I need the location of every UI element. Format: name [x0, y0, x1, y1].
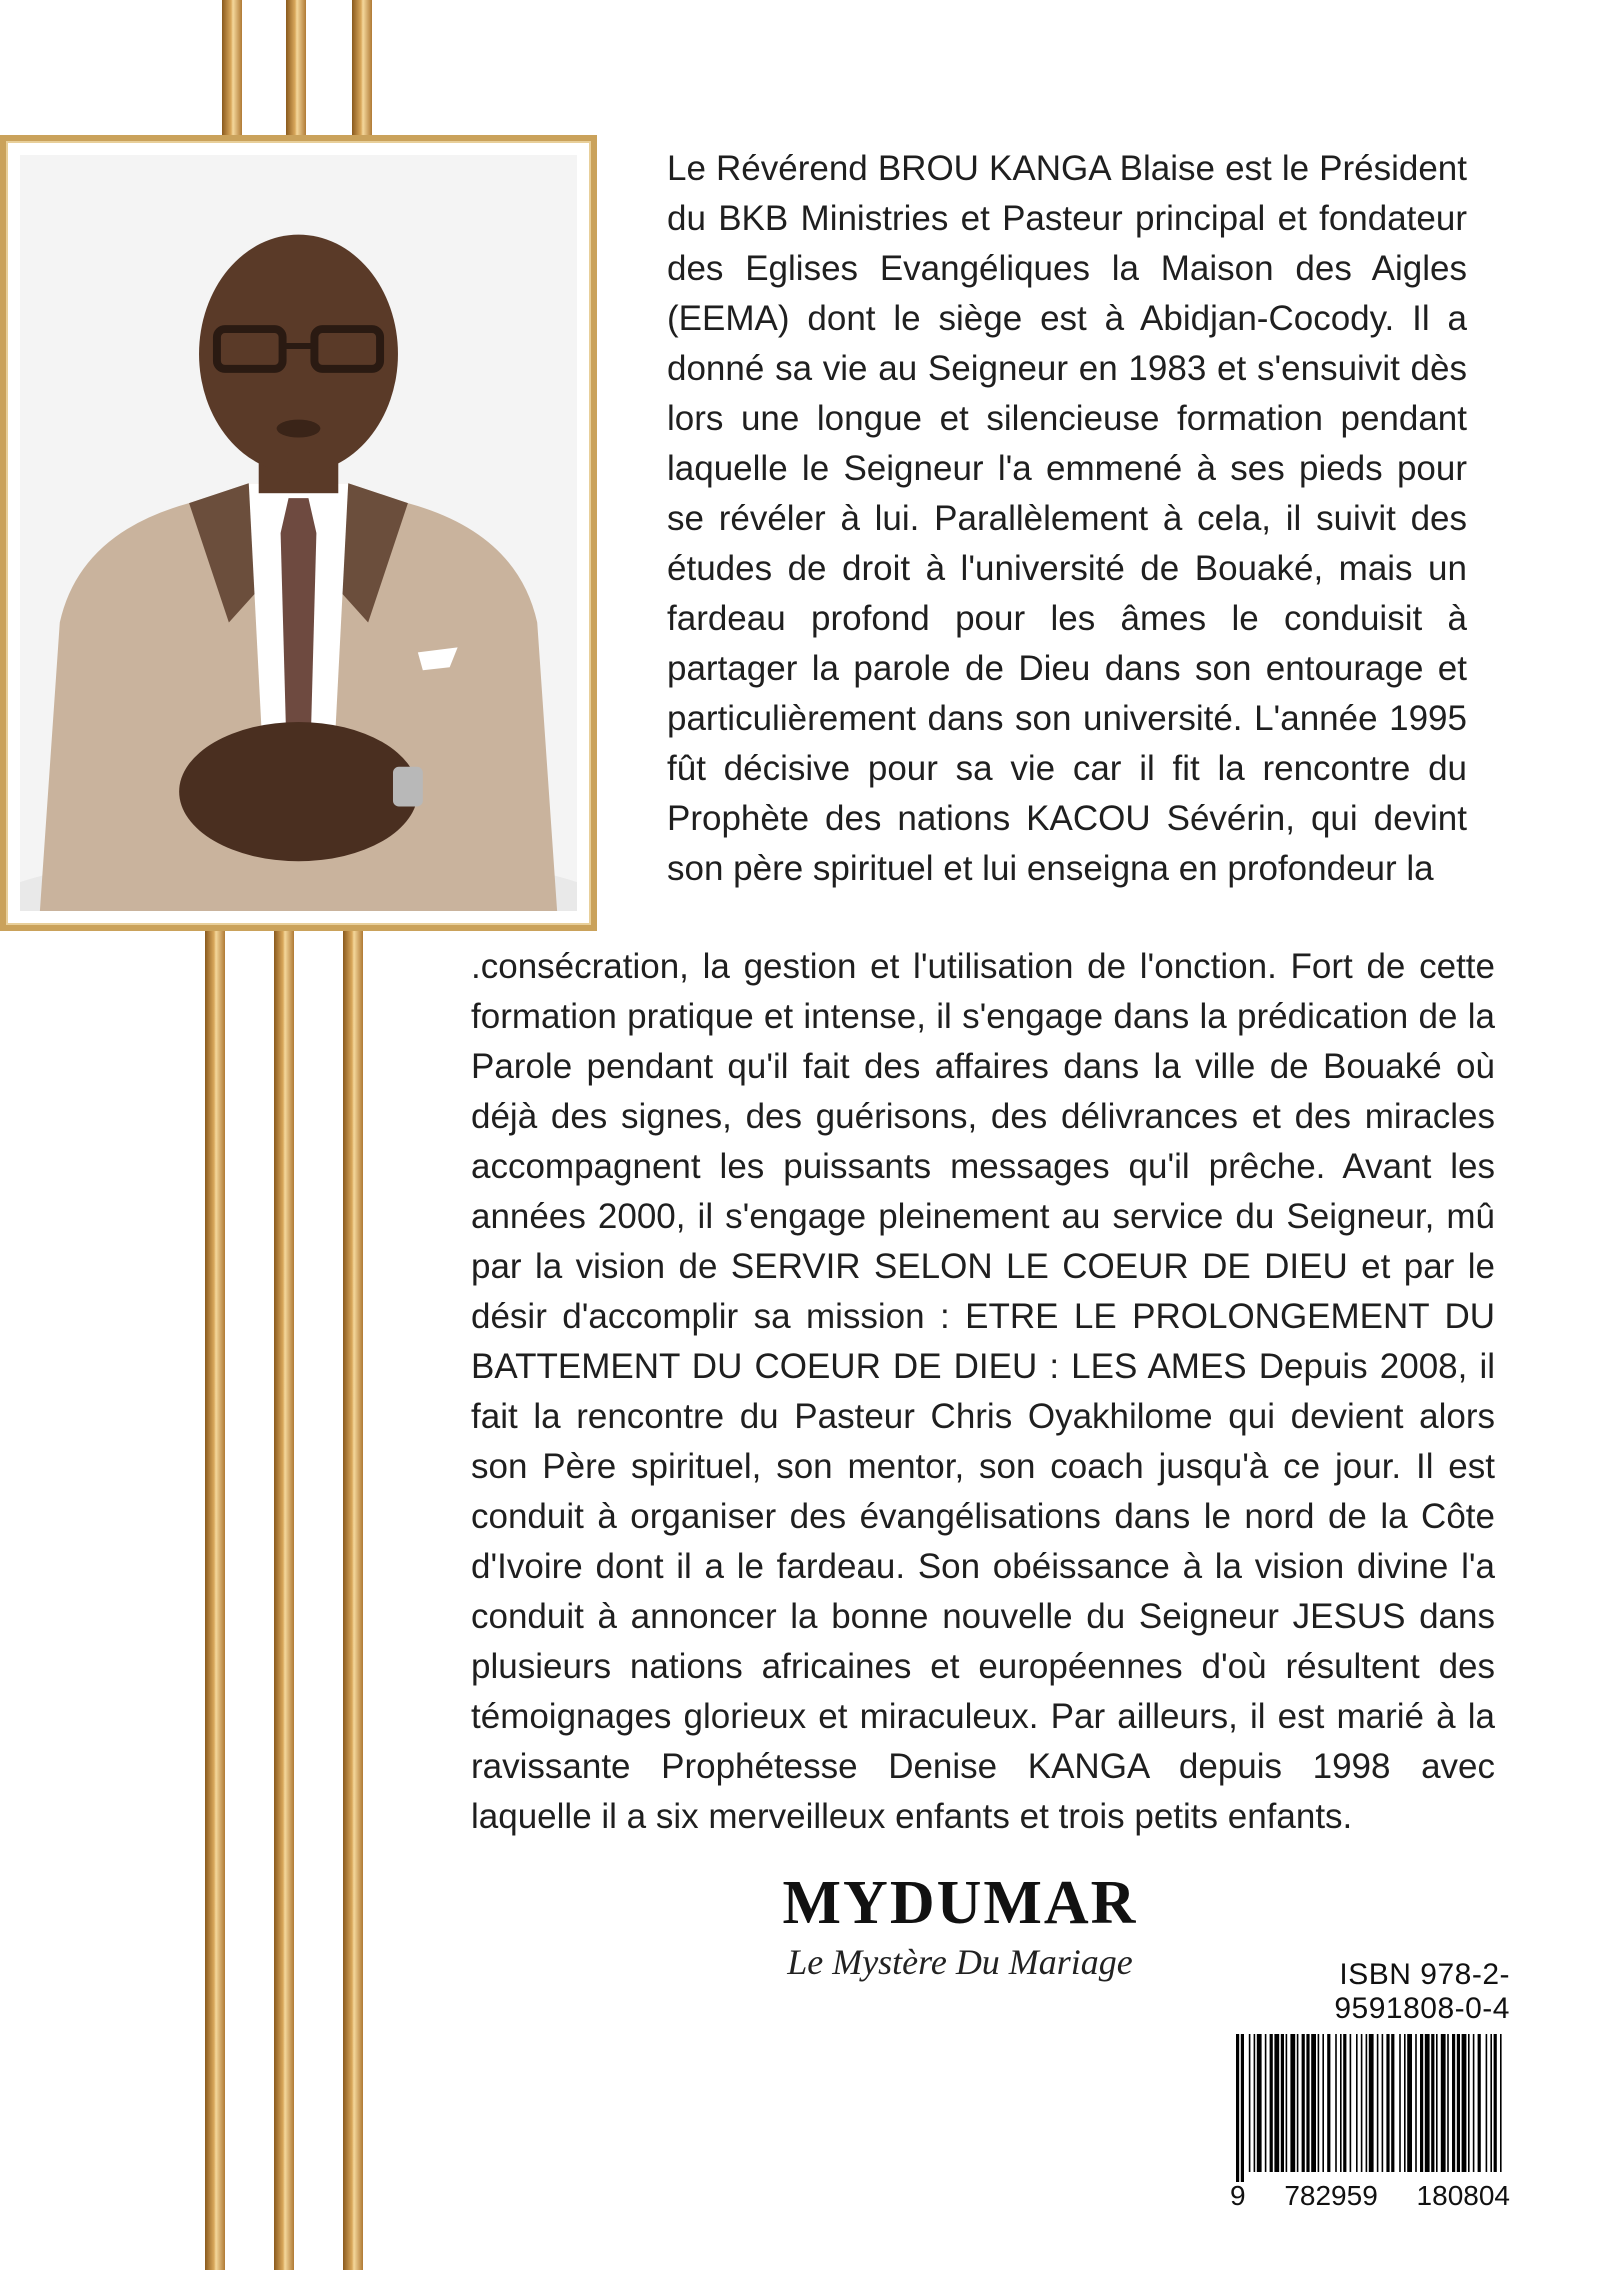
- barcode-bar: [1257, 2034, 1262, 2172]
- barcode-bar: [1356, 2034, 1358, 2172]
- barcode-bar: [1361, 2034, 1363, 2172]
- portrait-frame: [0, 135, 597, 931]
- barcode-bar: [1327, 2034, 1330, 2172]
- barcode-bar: [1281, 2034, 1284, 2172]
- barcode-bar: [1377, 2034, 1379, 2172]
- barcode-bar: [1457, 2034, 1460, 2172]
- gold-stripe: [352, 0, 372, 135]
- book-brand: [760, 1868, 1160, 1983]
- barcode-bar: [1369, 2034, 1374, 2172]
- barcode-bar: [1311, 2034, 1316, 2172]
- barcode-bar: [1391, 2034, 1394, 2172]
- barcode-bar: [1366, 2034, 1368, 2172]
- barcode-bar: [1286, 2034, 1288, 2172]
- barcode-bar: [1290, 2034, 1295, 2172]
- author-portrait: [20, 155, 577, 911]
- isbn-label: ISBN 978-2-9591808-0-4: [1334, 1958, 1510, 2025]
- gold-stripe: [286, 0, 306, 135]
- barcode-bar: [1468, 2034, 1470, 2172]
- author-illustration: [20, 155, 577, 911]
- barcode-bar: [1462, 2034, 1467, 2172]
- isbn-digits: [1230, 2180, 1510, 2212]
- isbn-digit-group: 180804: [1416, 2180, 1510, 2211]
- barcode-bar: [1425, 2034, 1430, 2172]
- gold-stripe: [222, 0, 242, 135]
- barcode-bar: [1490, 2034, 1492, 2172]
- barcode-bar: [1302, 2034, 1305, 2172]
- biography-text-top: Le Révérend BROU KANGA Blaise est le Président du BKB Ministries et Pasteur principal et fondateur des Eglises Evangéliques la Maison des Aigles (EEMA) dont le siège est à Abidjan-Cocody. Il a donné sa vie au Seigneur en 1983 et s'ensuivit dès lors une longue et silencieuse formation pendant laquelle le Seigneur l'a emmené à ses pieds pour se révéler à lui. Parallèlement à cela, il suivit des études de droit à l'université de Bouaké, mais un fardeau profond pour les âmes le conduisit à partager la parole de Dieu dans son entourage et particulièrement dans son université. L'année 1995 fût décisive pour sa vie car il fit la rencontre du Prophète des nations KACOU Sévérin, qui devint son père spirituel et lui enseigna en profondeur la: [667, 149, 1467, 888]
- barcode: [1230, 2034, 1510, 2182]
- barcode-bar: [1241, 2034, 1244, 2182]
- isbn-digit-group: 9: [1230, 2180, 1246, 2211]
- gold-stripe: [343, 931, 363, 2270]
- barcode-bar: [1340, 2034, 1342, 2172]
- barcode-bar: [1386, 2034, 1389, 2172]
- barcode-bar: [1404, 2034, 1406, 2172]
- barcode-bar: [1382, 2034, 1384, 2172]
- barcode-bar: [1265, 2034, 1267, 2172]
- gold-stripe: [205, 931, 225, 2270]
- barcode-bar: [1473, 2034, 1475, 2172]
- barcode-bar: [1452, 2034, 1455, 2172]
- biography-text-bottom: .consécration, la gestion et l'utilisation de l'onction. Fort de cette formation pratique et intense, il s'engage dans la prédication de la Parole pendant qu'il fait des affaires dans la ville de Bouaké où déjà des signes, des guérisons, des délivrances et des miracles accompagnent les puissants messages qu'il prêche. Avant les années 2000, il s'engage pleinement au service du Seigneur, mû par la vision de SERVIR SELON LE COEUR DE DIEU et par le désir d'accomplir sa mission : ETRE LE PROLONGEMENT DU BATTEMENT DU COEUR DE DIEU : LES AMES Depuis 2008, il fait la rencontre du Pasteur Chris Oyakhilome qui devient alors son Père spirituel, son mentor, son coach jusqu'à ce jour. Il est conduit à organiser des évangélisations dans le nord de la Côte d'Ivoire dont il a le fardeau. Son obéissance à la vision divine l'a conduit à annoncer la bonne nouvelle du Seigneur JESUS dans plusieurs nations africaines et européennes d'où résultent des témoignages glorieux et miraculeux. Par ailleurs, il est marié à la ravissante Prophétesse Denise KANGA depuis 1998 avec laquelle il a six merveilleux enfants et trois petits enfants.: [471, 947, 1495, 1836]
- barcode-bar: [1306, 2034, 1309, 2172]
- barcode-bar: [1318, 2034, 1320, 2172]
- barcode-bar: [1415, 2034, 1417, 2172]
- barcode-bar: [1335, 2034, 1337, 2172]
- gold-stripe: [274, 931, 294, 2270]
- barcode-bar: [1249, 2034, 1251, 2172]
- barcode-bar: [1270, 2034, 1273, 2172]
- barcode-bar: [1236, 2034, 1239, 2182]
- barcode-bar: [1274, 2034, 1279, 2172]
- isbn-block: [1230, 1958, 1510, 2212]
- barcode-bar: [1254, 2034, 1256, 2172]
- barcode-bar: [1436, 2034, 1438, 2172]
- barcode-bar: [1420, 2034, 1423, 2172]
- barcode-bar: [1486, 2034, 1488, 2172]
- barcode-bar: [1494, 2034, 1497, 2172]
- barcode-bar: [1447, 2034, 1449, 2172]
- barcode-bar: [1407, 2034, 1412, 2172]
- barcode-bar: [1399, 2034, 1401, 2172]
- barcode-bar: [1441, 2034, 1446, 2172]
- barcode-bar: [1322, 2034, 1324, 2172]
- barcode-bar: [1343, 2034, 1346, 2172]
- book-title: MYDUMAR: [782, 1869, 1138, 1937]
- barcode-bar: [1478, 2034, 1481, 2172]
- barcode-bar: [1500, 2034, 1502, 2172]
- book-subtitle: Le Mystère Du Mariage: [787, 1942, 1133, 1982]
- barcode-bar: [1431, 2034, 1434, 2172]
- isbn-digit-group: 782959: [1284, 2180, 1378, 2211]
- barcode-bar: [1350, 2034, 1352, 2172]
- barcode-bar: [1297, 2034, 1299, 2172]
